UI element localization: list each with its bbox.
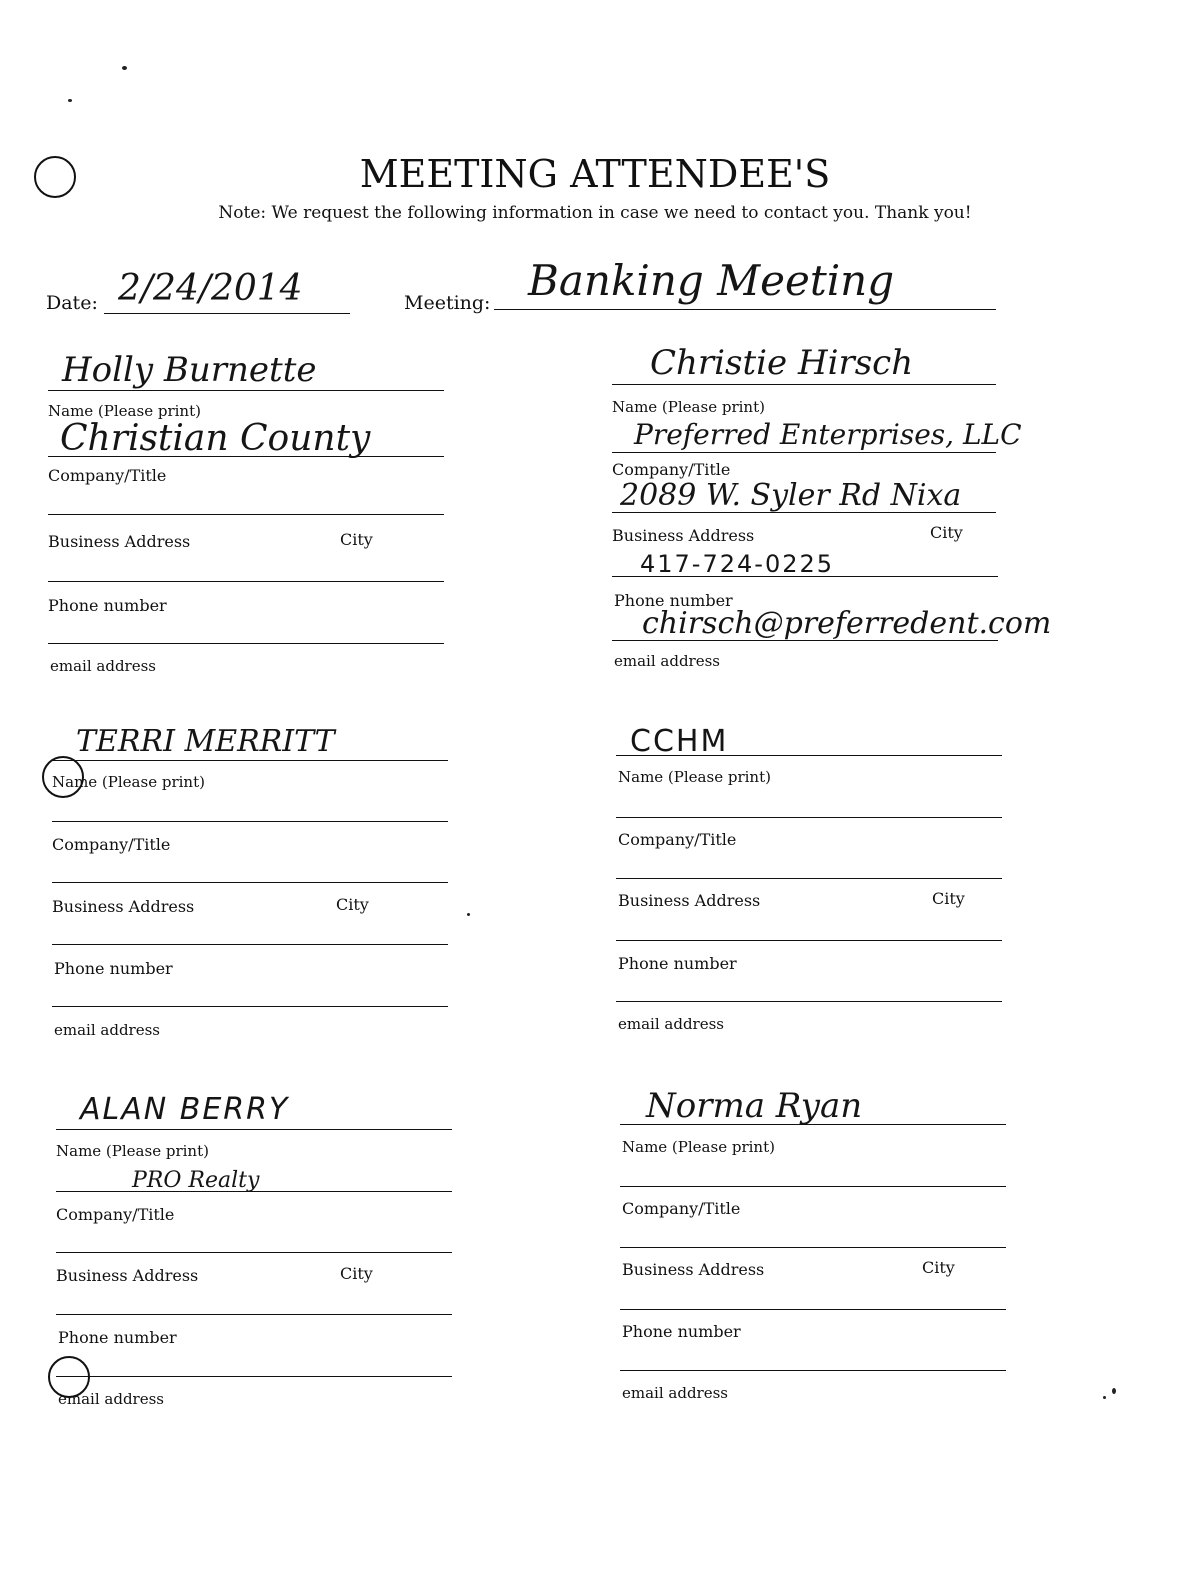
name-label: Name (Please print) <box>612 398 765 416</box>
attendee-name-value[interactable]: Christie Hirsch <box>650 343 914 383</box>
phone-label: Phone number <box>48 596 167 615</box>
email-label: email address <box>618 1015 724 1033</box>
scan-speck <box>122 66 127 70</box>
email-label: email address <box>58 1390 164 1408</box>
company-label: Company/Title <box>612 460 731 479</box>
phone-line <box>52 944 448 945</box>
date-value[interactable]: 2/24/2014 <box>118 268 303 309</box>
attendee-company-value[interactable]: Preferred Enterprises, LLC <box>634 418 1022 451</box>
attendee-name-value[interactable]: ALAN BERRY <box>80 1092 290 1127</box>
city-label: City <box>340 530 373 549</box>
company-line <box>612 452 996 453</box>
attendee-company-value[interactable]: Christian County <box>60 418 371 459</box>
address-line <box>616 878 1002 879</box>
name-line <box>52 760 448 761</box>
email-label: email address <box>50 657 156 675</box>
page-note: Note: We request the following information in case we need to contact you. Thank you! <box>218 203 972 223</box>
company-line <box>52 821 448 822</box>
name-line <box>616 755 1002 756</box>
attendee-name-value[interactable]: TERRI MERRITT <box>76 724 335 759</box>
email-label: email address <box>622 1384 728 1402</box>
email-line <box>52 1006 448 1007</box>
phone-line <box>620 1309 1006 1310</box>
attendee-name-value[interactable]: Holly Burnette <box>62 350 317 390</box>
date-label: Date: <box>46 292 98 314</box>
address-label: Business Address <box>612 526 755 545</box>
name-label: Name (Please print) <box>52 773 205 791</box>
city-label: City <box>922 1258 955 1277</box>
address-line <box>52 882 448 883</box>
address-label: Business Address <box>622 1260 765 1279</box>
name-line <box>620 1124 1006 1125</box>
name-label: Name (Please print) <box>622 1138 775 1156</box>
scan-speck <box>68 99 72 102</box>
email-label: email address <box>54 1021 160 1039</box>
meeting-label: Meeting: <box>404 292 491 314</box>
phone-line <box>612 576 998 577</box>
company-label: Company/Title <box>52 835 171 854</box>
attendee-address-value[interactable]: 2089 W. Syler Rd Nixa <box>620 478 962 513</box>
name-label: Name (Please print) <box>48 402 201 420</box>
company-line <box>620 1186 1006 1187</box>
phone-line <box>56 1314 452 1315</box>
address-label: Business Address <box>48 532 191 551</box>
phone-label: Phone number <box>58 1328 177 1347</box>
phone-line <box>48 581 444 582</box>
address-line <box>612 512 996 513</box>
company-label: Company/Title <box>622 1199 741 1218</box>
city-label: City <box>930 523 963 542</box>
city-label: City <box>340 1264 373 1283</box>
attendee-name-value[interactable]: CCHM <box>630 724 729 759</box>
city-label: City <box>336 895 369 914</box>
email-line <box>616 1001 1002 1002</box>
page-title: MEETING ATTENDEE'S <box>359 152 831 196</box>
phone-label: Phone number <box>54 959 173 978</box>
address-line <box>56 1252 452 1253</box>
email-line <box>612 640 998 641</box>
address-label: Business Address <box>618 891 761 910</box>
scan-speck <box>1112 1388 1116 1394</box>
attendee-company-value[interactable]: PRO Realty <box>132 1168 260 1193</box>
meeting-value[interactable]: Banking Meeting <box>528 256 895 305</box>
city-label: City <box>932 889 965 908</box>
address-line <box>620 1247 1006 1248</box>
address-label: Business Address <box>56 1266 199 1285</box>
address-line <box>48 514 444 515</box>
name-label: Name (Please print) <box>618 768 771 786</box>
attendee-name-value[interactable]: Norma Ryan <box>646 1086 863 1126</box>
company-label: Company/Title <box>56 1205 175 1224</box>
scan-speck <box>1103 1396 1106 1399</box>
phone-label: Phone number <box>618 954 737 973</box>
date-line <box>104 313 350 314</box>
address-label: Business Address <box>52 897 195 916</box>
attendee-phone-value[interactable]: 417-724-0225 <box>640 550 835 578</box>
company-line <box>616 817 1002 818</box>
meeting-line <box>494 309 996 310</box>
email-line <box>620 1370 1006 1371</box>
email-label: email address <box>614 652 720 670</box>
email-line <box>48 643 444 644</box>
phone-label: Phone number <box>622 1322 741 1341</box>
phone-label: Phone number <box>614 591 733 610</box>
company-line <box>48 456 444 457</box>
company-label: Company/Title <box>48 466 167 485</box>
scan-speck <box>467 913 470 916</box>
company-line <box>56 1191 452 1192</box>
name-line <box>48 390 444 391</box>
name-line <box>612 384 996 385</box>
name-line <box>56 1129 452 1130</box>
email-line <box>56 1376 452 1377</box>
company-label: Company/Title <box>618 830 737 849</box>
name-label: Name (Please print) <box>56 1142 209 1160</box>
attendee-email-value[interactable]: chirsch@preferredent.com <box>642 606 1052 641</box>
phone-line <box>616 940 1002 941</box>
